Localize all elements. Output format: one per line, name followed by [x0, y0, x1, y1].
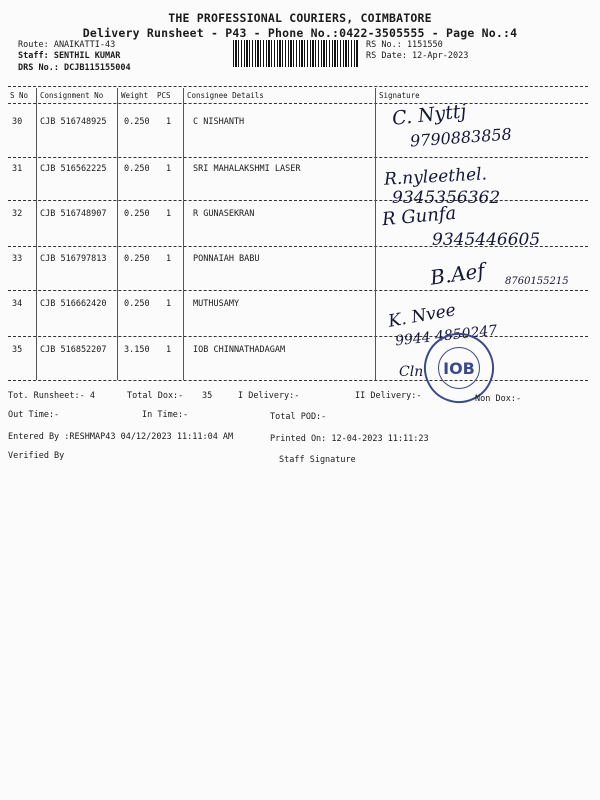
signature-handwritten: R Gunfa — [381, 202, 458, 231]
table-row-pcs: 1 — [166, 164, 172, 174]
signature-handwritten: B.Aef — [428, 258, 487, 290]
non-dox: Non Dox:- — [475, 394, 522, 404]
table-row-sno: 34 — [12, 299, 23, 309]
table-row-consignee: IOB CHINNATHADAGAM — [193, 345, 286, 355]
ii-delivery: II Delivery:- — [355, 391, 422, 401]
i-delivery: I Delivery:- — [238, 391, 300, 401]
table-rule — [8, 336, 588, 337]
signature-phone: 9345446605 — [432, 230, 541, 250]
col-header-consignment: Consignment No — [40, 91, 104, 100]
col-header-signature: Signature — [379, 91, 420, 100]
table-row-pcs: 1 — [166, 254, 172, 264]
col-header-sno: S No — [10, 91, 29, 100]
signature-handwritten: C. Nyttj — [391, 100, 468, 130]
table-row-weight: 3.150 — [124, 345, 150, 355]
table-row-consignment: CJB 516748907 — [40, 209, 107, 219]
total-runsheet: Tot. Runsheet:- 4 — [8, 391, 95, 401]
drs-number: DRS No.: DCJB115155004 — [18, 63, 131, 73]
rs-date: RS Date: 12-Apr-2023 — [366, 51, 469, 61]
table-row-pcs: 1 — [166, 299, 172, 309]
signature-handwritten: Cln — [399, 364, 424, 380]
table-row-weight: 0.250 — [124, 209, 150, 219]
table-row-sno: 33 — [12, 254, 23, 264]
table-row-consignee: PONNAIAH BABU — [193, 254, 260, 264]
table-rule — [8, 200, 588, 201]
table-row-consignee: R GUNASEKRAN — [193, 209, 255, 219]
staff: Staff: SENTHIL KUMAR — [18, 51, 121, 61]
table-row-consignment: CJB 516748925 — [40, 117, 107, 127]
signature-phone: 9790883858 — [409, 124, 513, 151]
table-row-weight: 0.250 — [124, 254, 150, 264]
column-divider — [183, 88, 184, 380]
table-row-sno: 31 — [12, 164, 23, 174]
total-dox-value: 35 — [202, 391, 213, 401]
signature-phone: 8760155215 — [505, 276, 569, 287]
table-row-sno: 35 — [12, 345, 23, 355]
table-row-pcs: 1 — [166, 117, 172, 127]
barcode — [233, 40, 358, 67]
table-row-pcs: 1 — [166, 209, 172, 219]
total-pod: Total POD:- — [270, 412, 327, 422]
out-time: Out Time:- — [8, 410, 60, 420]
table-row-consignment: CJB 516662420 — [40, 299, 107, 309]
table-rule — [8, 157, 588, 158]
staff-signature-label: Staff Signature — [279, 455, 356, 465]
table-rule — [8, 380, 588, 381]
col-header-pcs: PCS — [157, 91, 171, 100]
signature-handwritten: K. Nvee — [386, 300, 458, 332]
entered-by: Entered By :RESHMAP43 04/12/2023 11:11:04 AM — [8, 432, 234, 442]
signature-handwritten: R.nyleethel. — [383, 164, 488, 190]
signature-phone: 9944 4850247 — [394, 322, 498, 350]
runsheet-title: Delivery Runsheet - P43 - Phone No.:0422-3505555 - Page No.:4 — [82, 26, 518, 40]
printed-on: Printed On: 12-04-2023 11:11:23 — [270, 434, 429, 444]
rs-number: RS No.: 1151550 — [366, 40, 443, 50]
bank-logo-icon: IOB — [438, 347, 480, 389]
in-time: In Time:- — [142, 410, 189, 420]
column-divider — [36, 88, 37, 380]
table-row-weight: 0.250 — [124, 117, 150, 127]
col-header-weight: Weight — [121, 91, 149, 100]
column-divider — [117, 88, 118, 380]
route: Route: ANAIKATTI-43 — [18, 40, 116, 50]
table-row-pcs: 1 — [166, 345, 172, 355]
table-row-consignment: CJB 516797813 — [40, 254, 107, 264]
table-row-consignee: SRI MAHALAKSHMI LASER — [193, 164, 301, 174]
table-row-consignee: MUTHUSAMY — [193, 299, 240, 309]
company-name: THE PROFESSIONAL COURIERS, COIMBATORE — [168, 11, 432, 25]
signature-phone: 9345356362 — [392, 188, 501, 208]
total-dox-label: Total Dox:- — [127, 391, 184, 401]
table-row-sno: 30 — [12, 117, 23, 127]
table-rule — [8, 103, 588, 104]
table-row-weight: 0.250 — [124, 299, 150, 309]
verified-by: Verified By — [8, 451, 65, 461]
col-header-consignee: Consignee Details — [187, 91, 264, 100]
table-row-consignee: C NISHANTH — [193, 117, 245, 127]
table-row-sno: 32 — [12, 209, 23, 219]
column-divider — [375, 88, 376, 380]
table-rule — [8, 86, 588, 87]
table-rule — [8, 290, 588, 291]
table-row-consignment: CJB 516562225 — [40, 164, 107, 174]
table-row-consignment: CJB 516852207 — [40, 345, 107, 355]
table-row-weight: 0.250 — [124, 164, 150, 174]
